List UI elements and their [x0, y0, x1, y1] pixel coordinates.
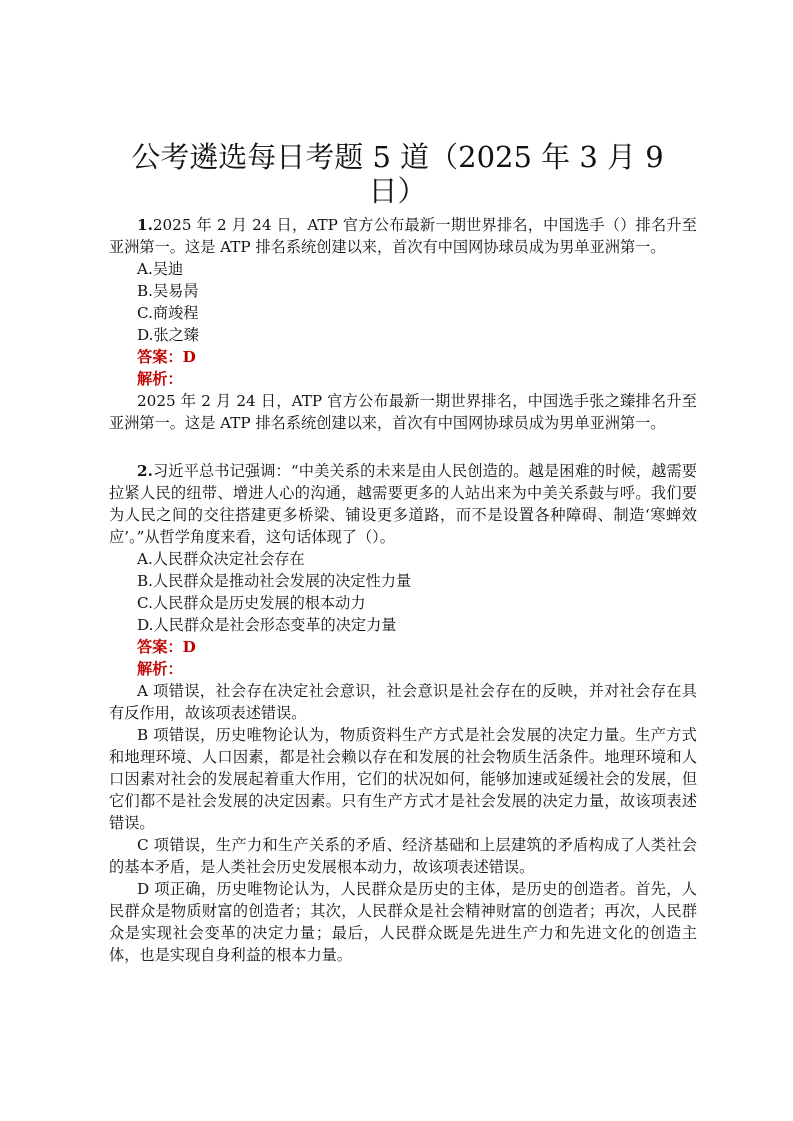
option-c: C.商竣程	[137, 304, 199, 322]
question-number: 2.	[137, 462, 153, 480]
analysis-label: 解析：	[137, 370, 183, 388]
option-c: C.人民群众是历史发展的根本动力	[137, 594, 366, 612]
option-d: D.人民群众是社会形态变革的决定力量	[137, 616, 397, 634]
question-stem	[109, 214, 697, 258]
analysis-paragraph: D 项正确，历史唯物论认为，人民群众是历史的主体，是历史的创造者。首先，人民群众是物质财富的创造者；其次，人民群众是社会精神财富的创造者；再次，人民群众是实现社会变革的决定力量；最后，人民群众既是先进生产力和先进文化的创造主体，也是实现自身利益的根本力量。	[109, 880, 697, 964]
option-a: A.人民群众决定社会存在	[137, 550, 305, 568]
question-number: 1.	[137, 216, 153, 234]
question-spacer	[109, 434, 697, 460]
question-2	[109, 460, 697, 966]
analysis-paragraph: C 项错误，生产力和生产关系的矛盾、经济基础和上层建筑的矛盾构成了人类社会的基本矛盾，是人类社会历史发展根本动力，故该项表述错误。	[109, 836, 697, 876]
document-content	[109, 214, 697, 966]
answer-line: 答案：D	[137, 348, 196, 366]
answer-line: 答案：D	[137, 638, 196, 656]
option-b: B.人民群众是推动社会发展的决定性力量	[137, 572, 412, 590]
question-stem	[109, 460, 697, 548]
question-text: 习近平总书记强调：“中美关系的未来是由人民创造的。越是困难的时候，越需要拉紧人民的纽带、增进人心的沟通，越需要更多的人站出来为中美关系鼓与呼。我们要为人民之间的交往搭建更多桥梁、铺设更多道路，而不是设置各种障碍、制造‘寒蝉效应’。”从哲学角度来看，这句话体现了（）。	[109, 462, 697, 546]
analysis-paragraph: A 项错误，社会存在决定社会意识，社会意识是社会存在的反映，并对社会存在具有反作用，故该项表述错误。	[109, 682, 697, 722]
question-1	[109, 214, 697, 434]
option-b: B.吴易昺	[137, 282, 199, 300]
option-d: D.张之臻	[137, 326, 200, 344]
analysis-label: 解析：	[137, 660, 183, 678]
document-title: 公考遴选每日考题 5 道（2025 年 3 月 9 日）	[131, 140, 664, 208]
analysis-paragraph: B 项错误，历史唯物论认为，物质资料生产方式是社会发展的决定力量。生产方式和地理环境、人口因素，都是社会赖以存在和发展的社会物质生活条件。地理环境和人口因素对社会的发展起着重大作用，它们的状况如何，能够加速或延缓社会的发展，但它们都不是社会发展的决定因素。只有生产方式才是社会发展的决定力量，故该项表述错误。	[109, 726, 697, 832]
question-text: 2025 年 2 月 24 日，ATP 官方公布最新一期世界排名，中国选手（）排名升至亚洲第一。这是 ATP 排名系统创建以来，首次有中国网协球员成为男单亚洲第一。	[109, 216, 697, 256]
option-a: A.吴迪	[137, 260, 184, 278]
analysis-paragraph: 2025 年 2 月 24 日，ATP 官方公布最新一期世界排名，中国选手张之臻排名升至亚洲第一。这是 ATP 排名系统创建以来，首次有中国网协球员成为男单亚洲第一。	[109, 392, 697, 432]
